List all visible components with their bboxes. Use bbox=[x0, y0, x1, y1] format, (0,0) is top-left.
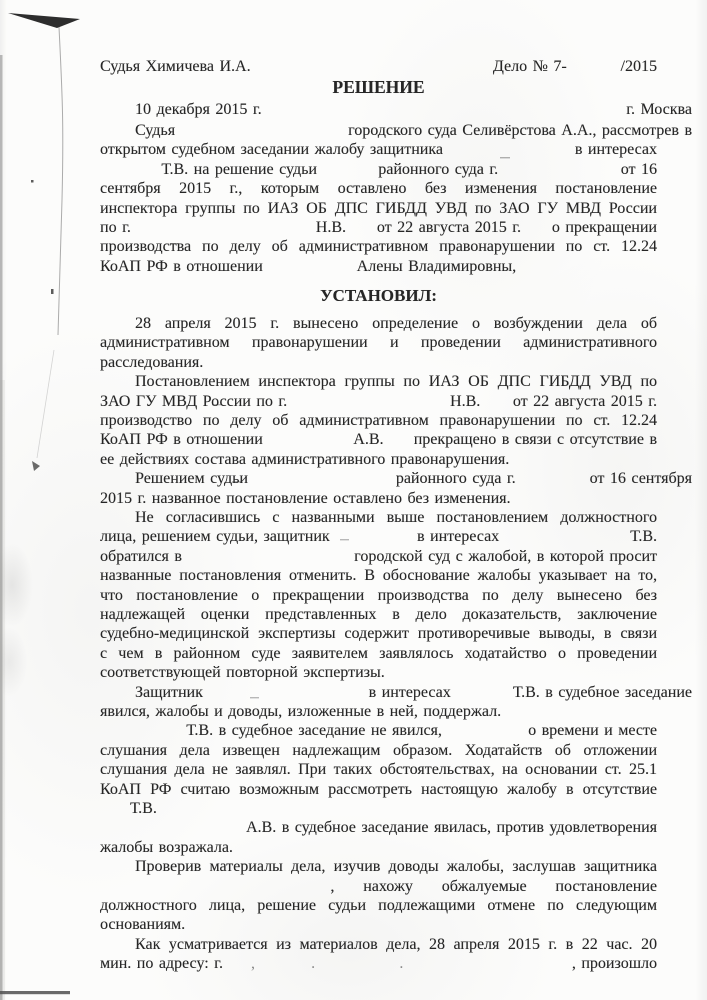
redaction-gap bbox=[251, 70, 493, 71]
redaction-gap bbox=[248, 482, 396, 483]
text-line bbox=[100, 257, 657, 277]
redaction-gap bbox=[480, 405, 513, 406]
text-segment: , bbox=[330, 877, 335, 895]
text-segment: нахожу bbox=[363, 877, 413, 895]
text-line bbox=[100, 218, 657, 238]
text-line: инспектора группы по ИАЗ ОБ ДПС ГИБДД УВД по ЗАО ГУ МВД России bbox=[100, 199, 657, 217]
redaction-gap bbox=[100, 890, 330, 891]
text-line: Не согласившись с названными выше постановлением должностного bbox=[135, 509, 657, 526]
text-line: расследования. bbox=[100, 353, 204, 371]
redaction-gap bbox=[223, 967, 251, 968]
text-line: слушания дела не заявлял. При таких обстоятельствах, на основании ст. 25.1 bbox=[100, 761, 657, 779]
text-segment: Защитник bbox=[135, 683, 203, 701]
redaction-gap bbox=[567, 70, 621, 71]
redaction-gap bbox=[263, 443, 354, 444]
text-segment: , bbox=[251, 955, 256, 973]
text-segment: Т.В. в судебное заседание bbox=[512, 683, 692, 701]
redaction-gap bbox=[182, 560, 354, 561]
text-line bbox=[100, 160, 657, 180]
text-line: ее действиях состава административного правонарушения. bbox=[100, 450, 510, 468]
text-segment: . bbox=[311, 955, 316, 973]
redaction-gap bbox=[413, 890, 442, 891]
text-line: 28 апреля 2015 г. вынесено определение о возбуждении дела об bbox=[135, 315, 657, 332]
redaction-gap bbox=[516, 270, 657, 271]
text-segment: лица, решением судьи, защитник bbox=[100, 528, 330, 546]
redaction-gap bbox=[346, 231, 377, 232]
text-segment: . bbox=[399, 955, 404, 973]
redaction-gap bbox=[262, 113, 627, 114]
redaction-gap bbox=[521, 231, 552, 232]
text-line bbox=[100, 430, 657, 450]
text-segment: КоАП РФ в отношении bbox=[100, 431, 263, 449]
text-line bbox=[100, 721, 657, 741]
text-segment: Т.В. bbox=[630, 528, 657, 546]
redaction-gap bbox=[403, 967, 571, 968]
text-segment: в интересах bbox=[574, 141, 657, 159]
redaction-gap bbox=[516, 482, 590, 483]
text-segment: от 22 августа 2015 г. bbox=[376, 219, 522, 236]
text-line: жалобы возражала. bbox=[100, 838, 233, 856]
text-line bbox=[100, 121, 692, 141]
redaction-gap bbox=[499, 540, 630, 541]
redaction-gap bbox=[317, 173, 378, 174]
text-line: производство по делу об административном правонарушении по ст. 12.24 bbox=[100, 412, 657, 429]
text-line: производства по делу об административном правонарушении по ст. 12.24 bbox=[100, 238, 657, 256]
text-line: административном правонарушении и проведении административного bbox=[100, 334, 657, 352]
redaction-gap bbox=[175, 134, 348, 135]
text-line bbox=[100, 877, 657, 897]
text-line: должностного лица, решение судьи подлежащими отмене по следующим bbox=[100, 897, 657, 914]
text-segment: г. Москва bbox=[626, 101, 692, 118]
text-segment: районного суда г. bbox=[378, 160, 499, 178]
text-segment: Дело № 7- bbox=[492, 58, 567, 75]
text-line: сентября 2015 г., которым оставлено без изменения постановление bbox=[100, 180, 657, 198]
text-line: соответствующей повторной экспертизы. bbox=[100, 664, 385, 682]
redaction-gap bbox=[100, 173, 161, 174]
redaction-gap bbox=[442, 734, 528, 735]
text-segment: Н.В. bbox=[315, 219, 347, 236]
redaction-gap bbox=[263, 270, 357, 271]
text-line bbox=[100, 818, 657, 838]
text-line: судебно-медицинской экспертизы содержит противоречивые выводы, в связи bbox=[100, 625, 657, 643]
text-segment: мин. по адресу: г. bbox=[100, 955, 223, 973]
text-segment: /2015 bbox=[620, 58, 657, 75]
redaction-gap bbox=[100, 831, 246, 832]
redaction-gap bbox=[330, 540, 417, 541]
text-segment: А.В. bbox=[353, 431, 384, 449]
redaction-gap bbox=[131, 231, 316, 232]
redaction-gap bbox=[384, 443, 414, 444]
text-segment: Н.В. bbox=[450, 392, 481, 410]
text-segment: КоАП РФ в отношении bbox=[100, 257, 263, 275]
text-line: основаниям. bbox=[100, 916, 186, 934]
text-segment: в интересах bbox=[368, 683, 451, 701]
text-segment: городской суд с жалобой, в которой просит bbox=[354, 547, 657, 565]
redaction-gap bbox=[527, 890, 556, 891]
text-segment: Судья bbox=[135, 122, 176, 139]
section-heading: УСТАНОВИЛ: bbox=[320, 285, 437, 305]
text-line: с чем в районном суде заявителем заявлялось ходатайство о проведении bbox=[100, 644, 657, 662]
text-segment: в интересах bbox=[417, 528, 500, 546]
text-line: Как усматривается из материалов дела, 28 апреля 2015 г. в 22 час. 20 bbox=[135, 935, 657, 953]
text-line bbox=[100, 547, 657, 567]
text-line bbox=[100, 100, 692, 120]
text-line bbox=[100, 683, 692, 703]
document-title: РЕШЕНИЕ bbox=[332, 77, 425, 97]
text-segment: постановление bbox=[555, 877, 657, 895]
text-line: надлежащей оценки представленных в дело доказательств, заключение bbox=[100, 606, 657, 623]
text-segment: открытом судебном заседании жалобу защитника bbox=[100, 141, 443, 159]
text-segment: Алены Владимировны, bbox=[356, 257, 517, 275]
redaction-gap bbox=[287, 405, 450, 406]
text-line bbox=[100, 527, 657, 547]
text-segment: 10 декабря 2015 г. bbox=[135, 101, 262, 118]
text-line: 2015 г. названное постановление оставлено без изменения. bbox=[100, 489, 511, 507]
redaction-gap bbox=[443, 153, 575, 154]
text-segment: Т.В. на решение судьи bbox=[161, 160, 317, 178]
redaction-gap bbox=[100, 734, 186, 735]
text-segment: , произошло bbox=[571, 955, 658, 973]
text-line: КоАП РФ считаю возможным рассмотреть настоящую жалобу в отсутствие bbox=[100, 780, 657, 798]
text-segment: обжалуемые bbox=[441, 877, 527, 895]
text-segment: по г. bbox=[100, 219, 131, 236]
text-segment: от 16 сентября bbox=[589, 470, 692, 488]
text-line: Т.В. bbox=[130, 800, 157, 817]
text-segment: о прекращении bbox=[551, 219, 657, 236]
text-segment: о времени и месте bbox=[528, 722, 658, 740]
text-segment: от 16 bbox=[620, 160, 658, 178]
redaction-gap bbox=[255, 967, 311, 968]
redaction-gap bbox=[498, 173, 621, 174]
text-line: явился, жалобы и доводы, изложенные в ней, поддержал. bbox=[100, 703, 502, 720]
text-line bbox=[100, 57, 657, 77]
text-segment: А.В. в судебное заседание явилась, против удовлетворения bbox=[246, 819, 657, 837]
text-segment: Судья Химичева И.А. bbox=[100, 58, 251, 75]
text-line bbox=[100, 469, 692, 489]
text-segment: от 22 августа 2015 г. bbox=[512, 392, 657, 410]
text-segment: обратился в bbox=[100, 547, 182, 565]
text-line: названные постановления отменить. В обоснование жалобы указывает на то, bbox=[100, 567, 657, 585]
text-segment: районного суда г. bbox=[395, 470, 516, 488]
redaction-gap bbox=[451, 696, 513, 697]
text-line: слушания дела извещен надлежащим образом. Ходатайств об отложении bbox=[100, 741, 657, 759]
text-segment: ЗАО ГУ МВД России по г. bbox=[100, 392, 288, 410]
text-line: что постановление о прекращении производства по делу вынесено без bbox=[100, 586, 657, 604]
text-segment: Решением судьи bbox=[135, 470, 248, 488]
text-segment: Т.В. в судебное заседание не явился, bbox=[186, 722, 442, 740]
redaction-gap bbox=[315, 967, 399, 968]
redaction-gap bbox=[203, 696, 369, 697]
text-line bbox=[100, 140, 657, 160]
text-segment: городского суда Селивёрстова А.А., рассмотрев в bbox=[348, 122, 692, 139]
text-line: Проверив материалы дела, изучив доводы жалобы, заслушав защитника bbox=[135, 858, 657, 876]
text-line bbox=[100, 392, 657, 412]
text-line: Постановлением инспектора группы по ИАЗ ОБ ДПС ГИБДД УВД по bbox=[135, 373, 657, 391]
text-segment: прекращено в связи с отсутствие в bbox=[413, 431, 657, 449]
redaction-gap bbox=[334, 890, 363, 891]
text-line bbox=[100, 954, 657, 974]
